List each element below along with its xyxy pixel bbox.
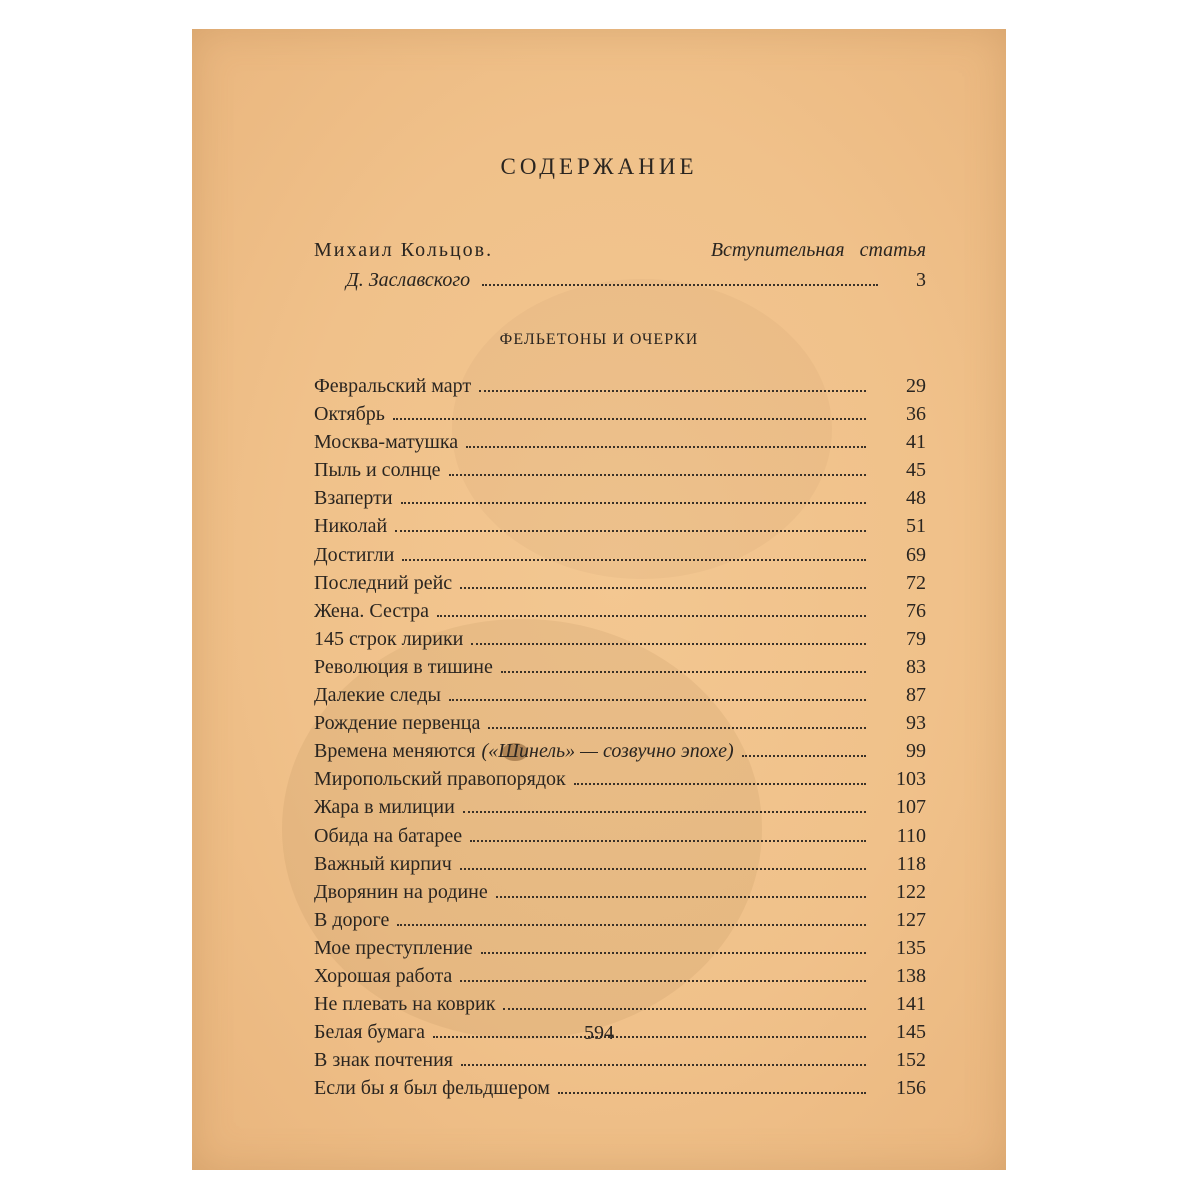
dot-leader <box>496 896 866 898</box>
intro-author: Михаил Кольцов. <box>314 239 494 261</box>
toc-entry-page: 93 <box>906 712 926 735</box>
dot-leader <box>460 980 866 982</box>
toc-entry-page: 152 <box>896 1049 926 1072</box>
toc-entry-title: 145 строк лирики <box>314 627 464 650</box>
intro-page: 3 <box>916 269 926 291</box>
dot-leader <box>742 755 866 757</box>
toc-entry-title: Москва-матушка <box>314 431 459 454</box>
toc-entry-title: Революция в тишине <box>314 655 493 678</box>
dot-leader <box>402 559 866 561</box>
toc-entry <box>314 990 926 1018</box>
toc-entry-title: Белая бумага <box>314 1021 426 1044</box>
dot-leader <box>461 1064 866 1066</box>
toc-entry <box>314 372 926 400</box>
toc-entry-page: 72 <box>906 571 926 594</box>
intro-line <box>314 235 926 265</box>
toc-entry-title: Взаперти <box>314 487 393 510</box>
toc-entry <box>314 653 926 681</box>
dot-leader <box>471 643 866 645</box>
toc-entry <box>314 484 926 512</box>
toc-entry <box>314 906 926 934</box>
toc-entry-page: 79 <box>906 627 926 650</box>
intro-line <box>314 265 926 295</box>
toc-entry-page: 107 <box>896 796 926 819</box>
toc-entry <box>314 400 926 428</box>
dot-leader <box>397 924 866 926</box>
toc-entry-page: 141 <box>896 993 926 1016</box>
toc-entry-title: Достигли <box>314 543 395 566</box>
toc-entry-title: Рождение первенца <box>314 712 481 735</box>
toc-entry-title: Николай <box>314 515 388 538</box>
intro-entry <box>314 235 926 295</box>
toc-entry-page: 69 <box>906 543 926 566</box>
toc-entry-title: Времена меняются <box>314 740 476 763</box>
toc-entry-title: Хорошая работа <box>314 964 453 987</box>
dot-leader <box>460 587 866 589</box>
toc-entry-title: Последний рейс <box>314 571 453 594</box>
dot-leader <box>574 783 866 785</box>
toc-entry-title: Дворянин на родине <box>314 880 488 903</box>
toc-entry-page: 41 <box>906 431 926 454</box>
toc-entry-title: Октябрь <box>314 403 385 426</box>
page-number: 594 <box>584 1022 614 1044</box>
toc-entry-page: 122 <box>896 880 926 903</box>
dot-leader <box>481 952 866 954</box>
section-heading: ФЕЛЬЕТОНЫ И ОЧЕРКИ <box>499 331 699 348</box>
toc-entry-title: Жара в милиции <box>314 796 455 819</box>
toc-entry-title: Далекие следы <box>314 684 441 707</box>
toc-entry <box>314 709 926 737</box>
dot-leader <box>401 502 866 504</box>
dot-leader <box>503 1008 866 1010</box>
dot-leader <box>470 840 866 842</box>
toc-entry-title: В дороге <box>314 908 390 931</box>
intro-byline: Д. Заславского <box>346 269 471 291</box>
dot-leader <box>488 727 866 729</box>
toc-entry-title: Не плевать на коврик <box>314 993 496 1016</box>
toc-entry-title: Мое преступление <box>314 936 473 959</box>
dot-leader <box>437 615 866 617</box>
book-page <box>192 29 1006 1170</box>
dot-leader <box>393 418 866 420</box>
contents-title: СОДЕРЖАНИЕ <box>500 154 698 179</box>
toc-entry-page: 156 <box>896 1077 926 1100</box>
toc-entry-page: 83 <box>906 655 926 678</box>
toc-entry-title: Важный кирпич <box>314 852 452 875</box>
toc-entry-page: 99 <box>906 740 926 763</box>
toc-entry-page: 51 <box>906 515 926 538</box>
dot-leader <box>463 811 866 813</box>
toc-entry-page: 110 <box>896 824 926 847</box>
dot-leader <box>395 530 866 532</box>
dot-leader <box>449 699 866 701</box>
dot-leader <box>449 474 866 476</box>
toc-entry-page: 103 <box>896 768 926 791</box>
toc-entry-subtitle: («Шинель» — созвучно эпохе) <box>481 740 734 763</box>
toc-entry <box>314 1046 926 1074</box>
toc-entry-title: Обида на батарее <box>314 824 463 847</box>
toc-list <box>314 372 926 1102</box>
toc-entry-page: 145 <box>896 1021 926 1044</box>
toc-entry-page: 138 <box>896 964 926 987</box>
intro-title: Вступительная статья <box>710 239 926 261</box>
toc-entry-page: 127 <box>896 908 926 931</box>
dot-leader <box>501 671 866 673</box>
toc-entry <box>314 793 926 821</box>
toc-entry-title: Жена. Сестра <box>314 599 430 622</box>
toc-entry <box>314 512 926 540</box>
toc-entry-title: Февральский март <box>314 375 472 397</box>
toc-entry-page: 76 <box>906 599 926 622</box>
dot-leader <box>466 446 866 448</box>
toc-entry <box>314 681 926 709</box>
toc-entry-title: В знак почтения <box>314 1049 454 1072</box>
toc-entry-page: 87 <box>906 684 926 707</box>
toc-entry <box>314 850 926 878</box>
toc-entry-page: 118 <box>896 852 926 875</box>
toc-entry <box>314 962 926 990</box>
toc-entry-page: 45 <box>906 459 926 482</box>
dot-leader <box>460 868 866 870</box>
toc-entry <box>314 878 926 906</box>
toc-entry-page: 135 <box>896 936 926 959</box>
toc-entry-title: Пыль и солнце <box>314 459 441 482</box>
toc-entry-title: Миропольский правопорядок <box>314 768 566 791</box>
dot-leader <box>482 284 878 286</box>
toc-entry <box>314 765 926 793</box>
toc-entry-page: 48 <box>906 487 926 510</box>
toc-entry <box>314 456 926 484</box>
toc-entry <box>314 934 926 962</box>
dot-leader <box>558 1092 866 1094</box>
toc-entry <box>314 737 926 765</box>
toc-entry <box>314 1074 926 1102</box>
dot-leader <box>479 390 866 392</box>
toc-entry <box>314 597 926 625</box>
toc-entry <box>314 428 926 456</box>
toc-entry-title: Если бы я был фельдшером <box>314 1077 550 1100</box>
toc-entry-page: 36 <box>906 403 926 426</box>
toc-entry <box>314 625 926 653</box>
toc-entry <box>314 541 926 569</box>
toc-entry <box>314 822 926 850</box>
toc-entry <box>314 569 926 597</box>
toc-entry-page: 29 <box>906 375 926 397</box>
